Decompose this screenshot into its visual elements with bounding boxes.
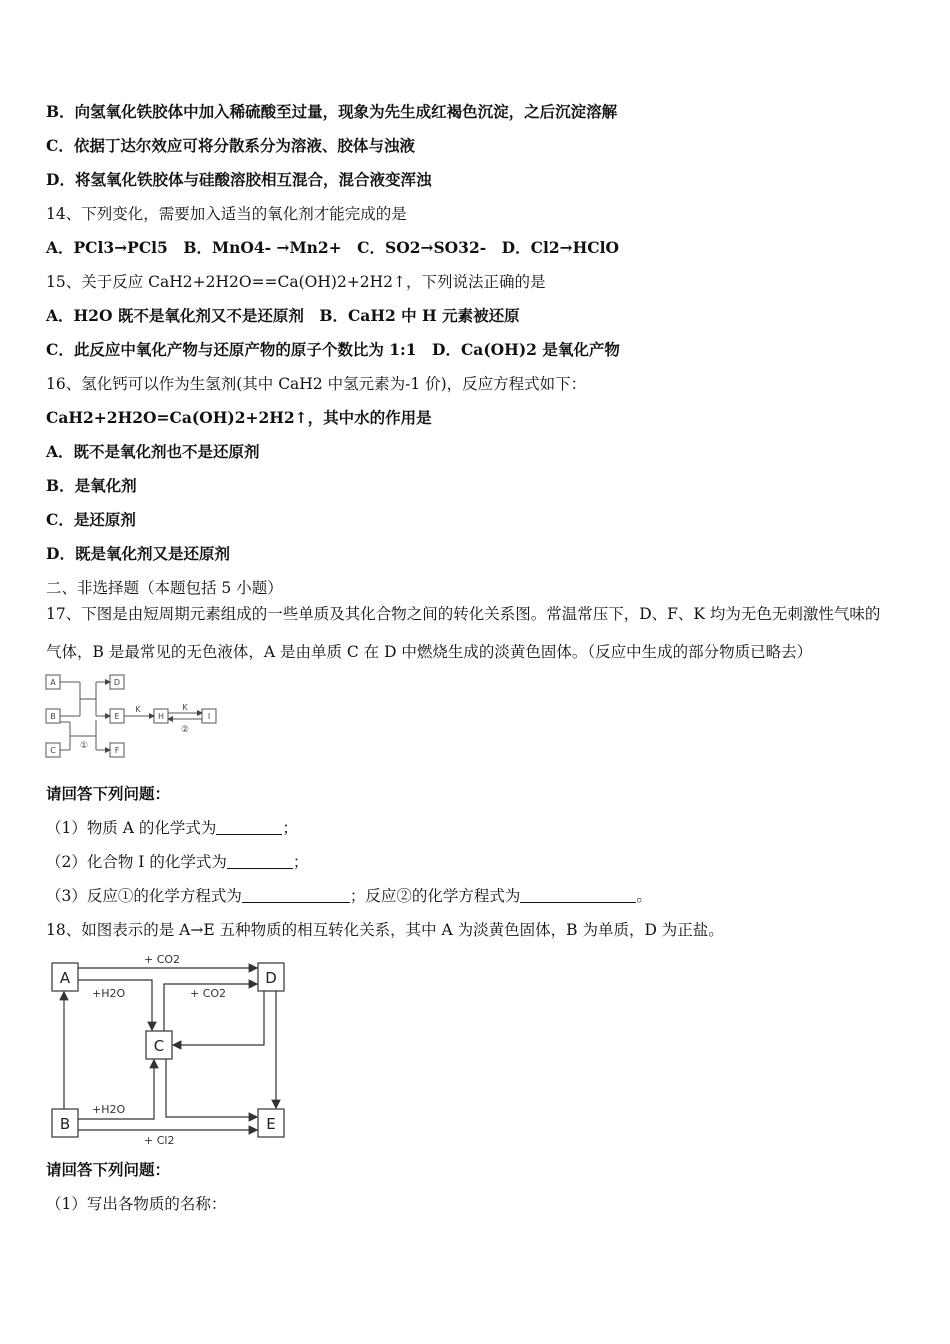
q16-option-c: C．是还原剂 <box>46 510 136 529</box>
q15-options-cd: C．此反应中氧化产物与还原产物的原子个数比为 1:1 D．Ca(OH)2 是氧化产物 <box>46 340 620 359</box>
q17-label-i: I <box>207 712 211 721</box>
q14-options: A．PCl3→PCl5 B．MnO4- →Mn2+ C．SO2→SO32- D．Cl2→HClO <box>46 238 619 257</box>
q13-option-b: B．向氢氧化铁胶体中加入稀硫酸至过量，现象为先生成红褐色沉淀，之后沉淀溶解 <box>46 102 618 121</box>
q17-edge-k2: K <box>182 703 188 712</box>
q17-reaction-1: ① <box>79 741 89 751</box>
q16-equation: CaH2+2H2O=Ca(OH)2+2H2↑，其中水的作用是 <box>46 408 432 427</box>
q18-label-a: A <box>59 969 71 987</box>
q17-sub3-end: 。 <box>636 887 652 905</box>
q17-label-c: C <box>50 746 56 755</box>
q18-edge-cl2: + Cl2 <box>144 1134 175 1147</box>
q18-sub1: （1）写出各物质的名称： <box>46 1195 227 1213</box>
q17-sub3 <box>46 886 652 906</box>
q18-stem: 18、如图表示的是 A→E 五种物质的相互转化关系，其中 A 为淡黄色固体，B 为单质，D 为正盐。 <box>46 921 724 939</box>
q17-reaction-2: ② <box>180 725 190 735</box>
q18-edge-co2-mid: + CO2 <box>190 987 227 1000</box>
q17-sub2-blank[interactable] <box>227 853 293 869</box>
q17-prompt: 请回答下列问题： <box>46 784 171 803</box>
q18-label-d: D <box>265 969 277 987</box>
q16-option-d: D．既是氧化剂又是还原剂 <box>46 544 230 563</box>
q17-sub2 <box>46 852 308 872</box>
q13-option-d: D．将氢氧化铁胶体与硅酸溶胶相互混合，混合液变浑浊 <box>46 170 432 189</box>
q17-label-b: B <box>50 712 56 721</box>
q17-sub3b-text: ；反应②的化学方程式为 <box>349 887 521 905</box>
q18-diagram <box>48 950 294 1150</box>
q14-stem-text: 14、下列变化，需要加入适当的氧化剂才能完成的是 <box>46 205 407 223</box>
q16-stem: 16、氢化钙可以作为生氢剂(其中 CaH2 中氢元素为-1 价)，反应方程式如下： <box>46 375 587 393</box>
q18-label-c: C <box>153 1037 165 1055</box>
q18-edge-h2o-bottom: +H2O <box>92 1103 126 1116</box>
q17-sub1-blank[interactable] <box>216 819 282 835</box>
q13-option-c: C．依据丁达尔效应可将分散系分为溶液、胶体与浊液 <box>46 136 415 155</box>
q17-sub2-text: （2）化合物 I 的化学式为 <box>46 853 227 871</box>
q16-option-a: A．既不是氧化剂也不是还原剂 <box>46 442 260 461</box>
q18-edge-h2o-left: +H2O <box>92 987 126 1000</box>
q17-sub3-blank-1[interactable] <box>242 887 350 903</box>
q18-edge-co2-top: + CO2 <box>144 953 181 966</box>
q17-label-a: A <box>50 678 56 687</box>
q17-label-f: F <box>114 746 120 755</box>
q18-label-b: B <box>59 1115 71 1133</box>
q17-sub3-blank-2[interactable] <box>520 887 636 903</box>
q17-sub3a-text: （3）反应①的化学方程式为 <box>46 887 242 905</box>
q16-option-b: B．是氧化剂 <box>46 476 137 495</box>
q17-sub1 <box>46 818 298 838</box>
q17-diagram <box>44 670 224 762</box>
q17-stem-line1: 17、下图是由短周期元素组成的一些单质及其化合物之间的转化关系图。常温常压下，D、F、K 均为无色无刺激性气味的 <box>46 605 881 623</box>
q17-sub1-end: ； <box>282 819 298 837</box>
q17-sub2-end: ； <box>292 853 309 871</box>
q17-edge-k1: K <box>135 705 141 714</box>
q17-label-h: H <box>157 712 165 721</box>
q17-label-d: D <box>113 678 121 687</box>
q17-stem-line2: 气体，B 是最常见的无色液体，A 是由单质 C 在 D 中燃烧生成的淡黄色固体。（反应中生成的部分物质已略去） <box>46 643 813 661</box>
q15-stem: 15、关于反应 CaH2+2H2O==Ca(OH)2+2H2↑，下列说法正确的是 <box>46 273 546 291</box>
q18-prompt: 请回答下列问题： <box>46 1160 171 1179</box>
q15-options-ab: A．H2O 既不是氧化剂又不是还原剂 B．CaH2 中 H 元素被还原 <box>46 306 520 325</box>
q14-stem <box>46 204 407 224</box>
section-2-heading: 二、非选择题（本题包括 5 小题） <box>46 579 283 597</box>
q17-label-e: E <box>114 712 120 721</box>
q18-label-e: E <box>266 1115 276 1133</box>
q17-sub1-text: （1）物质 A 的化学式为 <box>46 819 217 837</box>
